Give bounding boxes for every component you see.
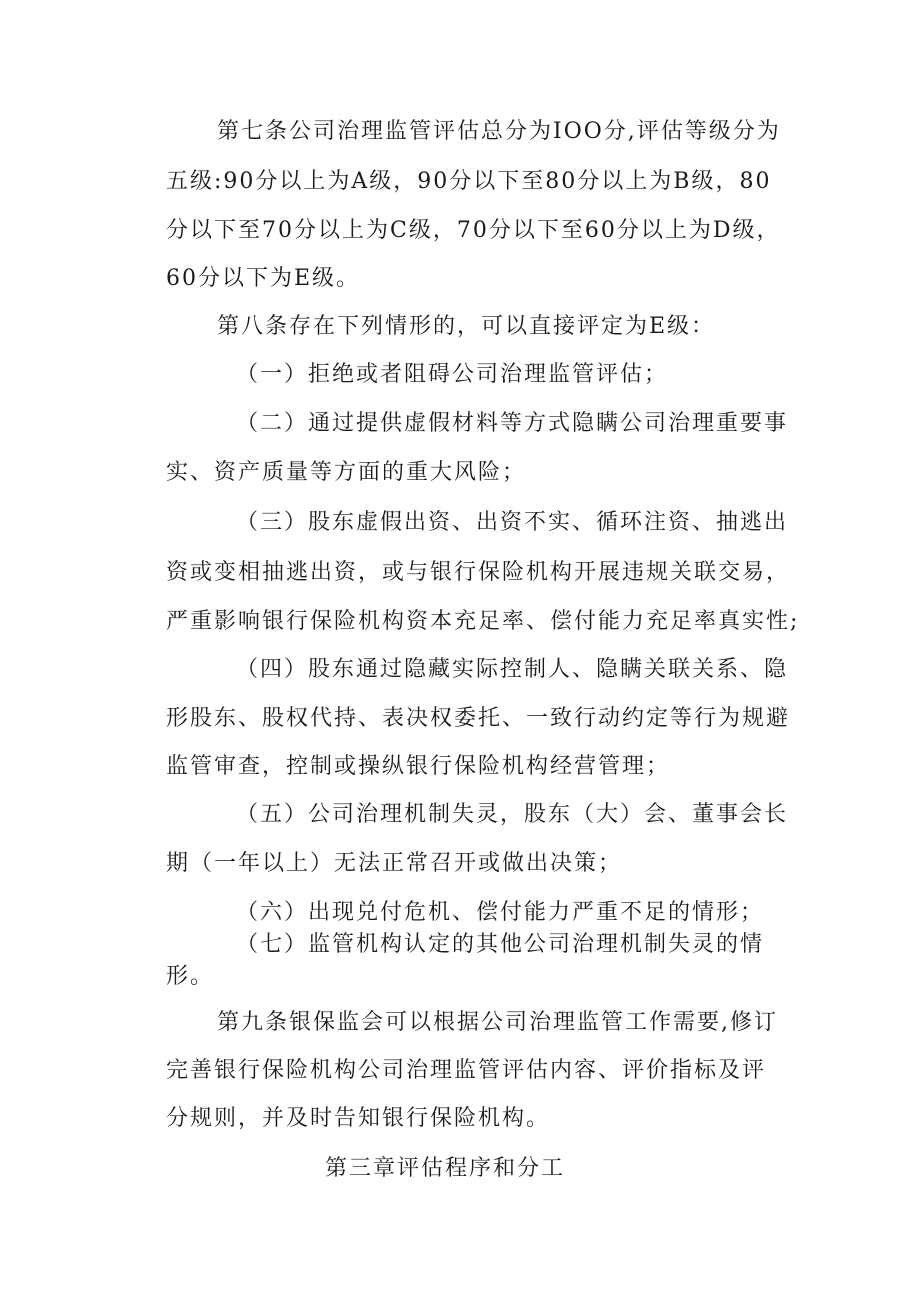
document-page: 第七条公司治理监管评估总分为IOO分,评估等级分为 五级:90分以上为A级，90分以下至80分以上为B级，80 分以下至70分以上为C级，70分以下至60分以上为D级， 60分以下为E级。 第八条存在下列情形的，可以直接评定为E级： （一）拒绝或者阻碍公司治理监管评估； （二）通过提供虚假材料等方式隐瞒公司治理重要事 实、资产质量等方面的重大风险； （三）股东虚假出资、出资不实、循环注资、抽逃出 资或变相抽逃出资，或与银行保险机构开展违规关联交易， 严重影响银行保险机构资本充足率、偿付能力充足率真实性; （四）股东通过隐藏实际控制人、隐瞒关联关系、隐 形股东、股权代持、表决权委托、一致行动约定等行为规避 监管审查，控制或操纵银行保险机构经营管理； （五）公司治理机制失灵，股东（大）会、董事会长 期（一年以上）无法正常召开或做出决策； （六）出现兑付危机、偿付能力严重不足的情形； （七）监管机构认定的其他公司治理机制失灵的情 形。 第九条银保监会可以根据公司治理监管工作需要,修订 完善银行保险机构公司治理监管评估内容、评价指标及评 分规则，并及时告知银行保险机构。 第三章评估程序和分工 xyxy=(166,119,800,1181)
